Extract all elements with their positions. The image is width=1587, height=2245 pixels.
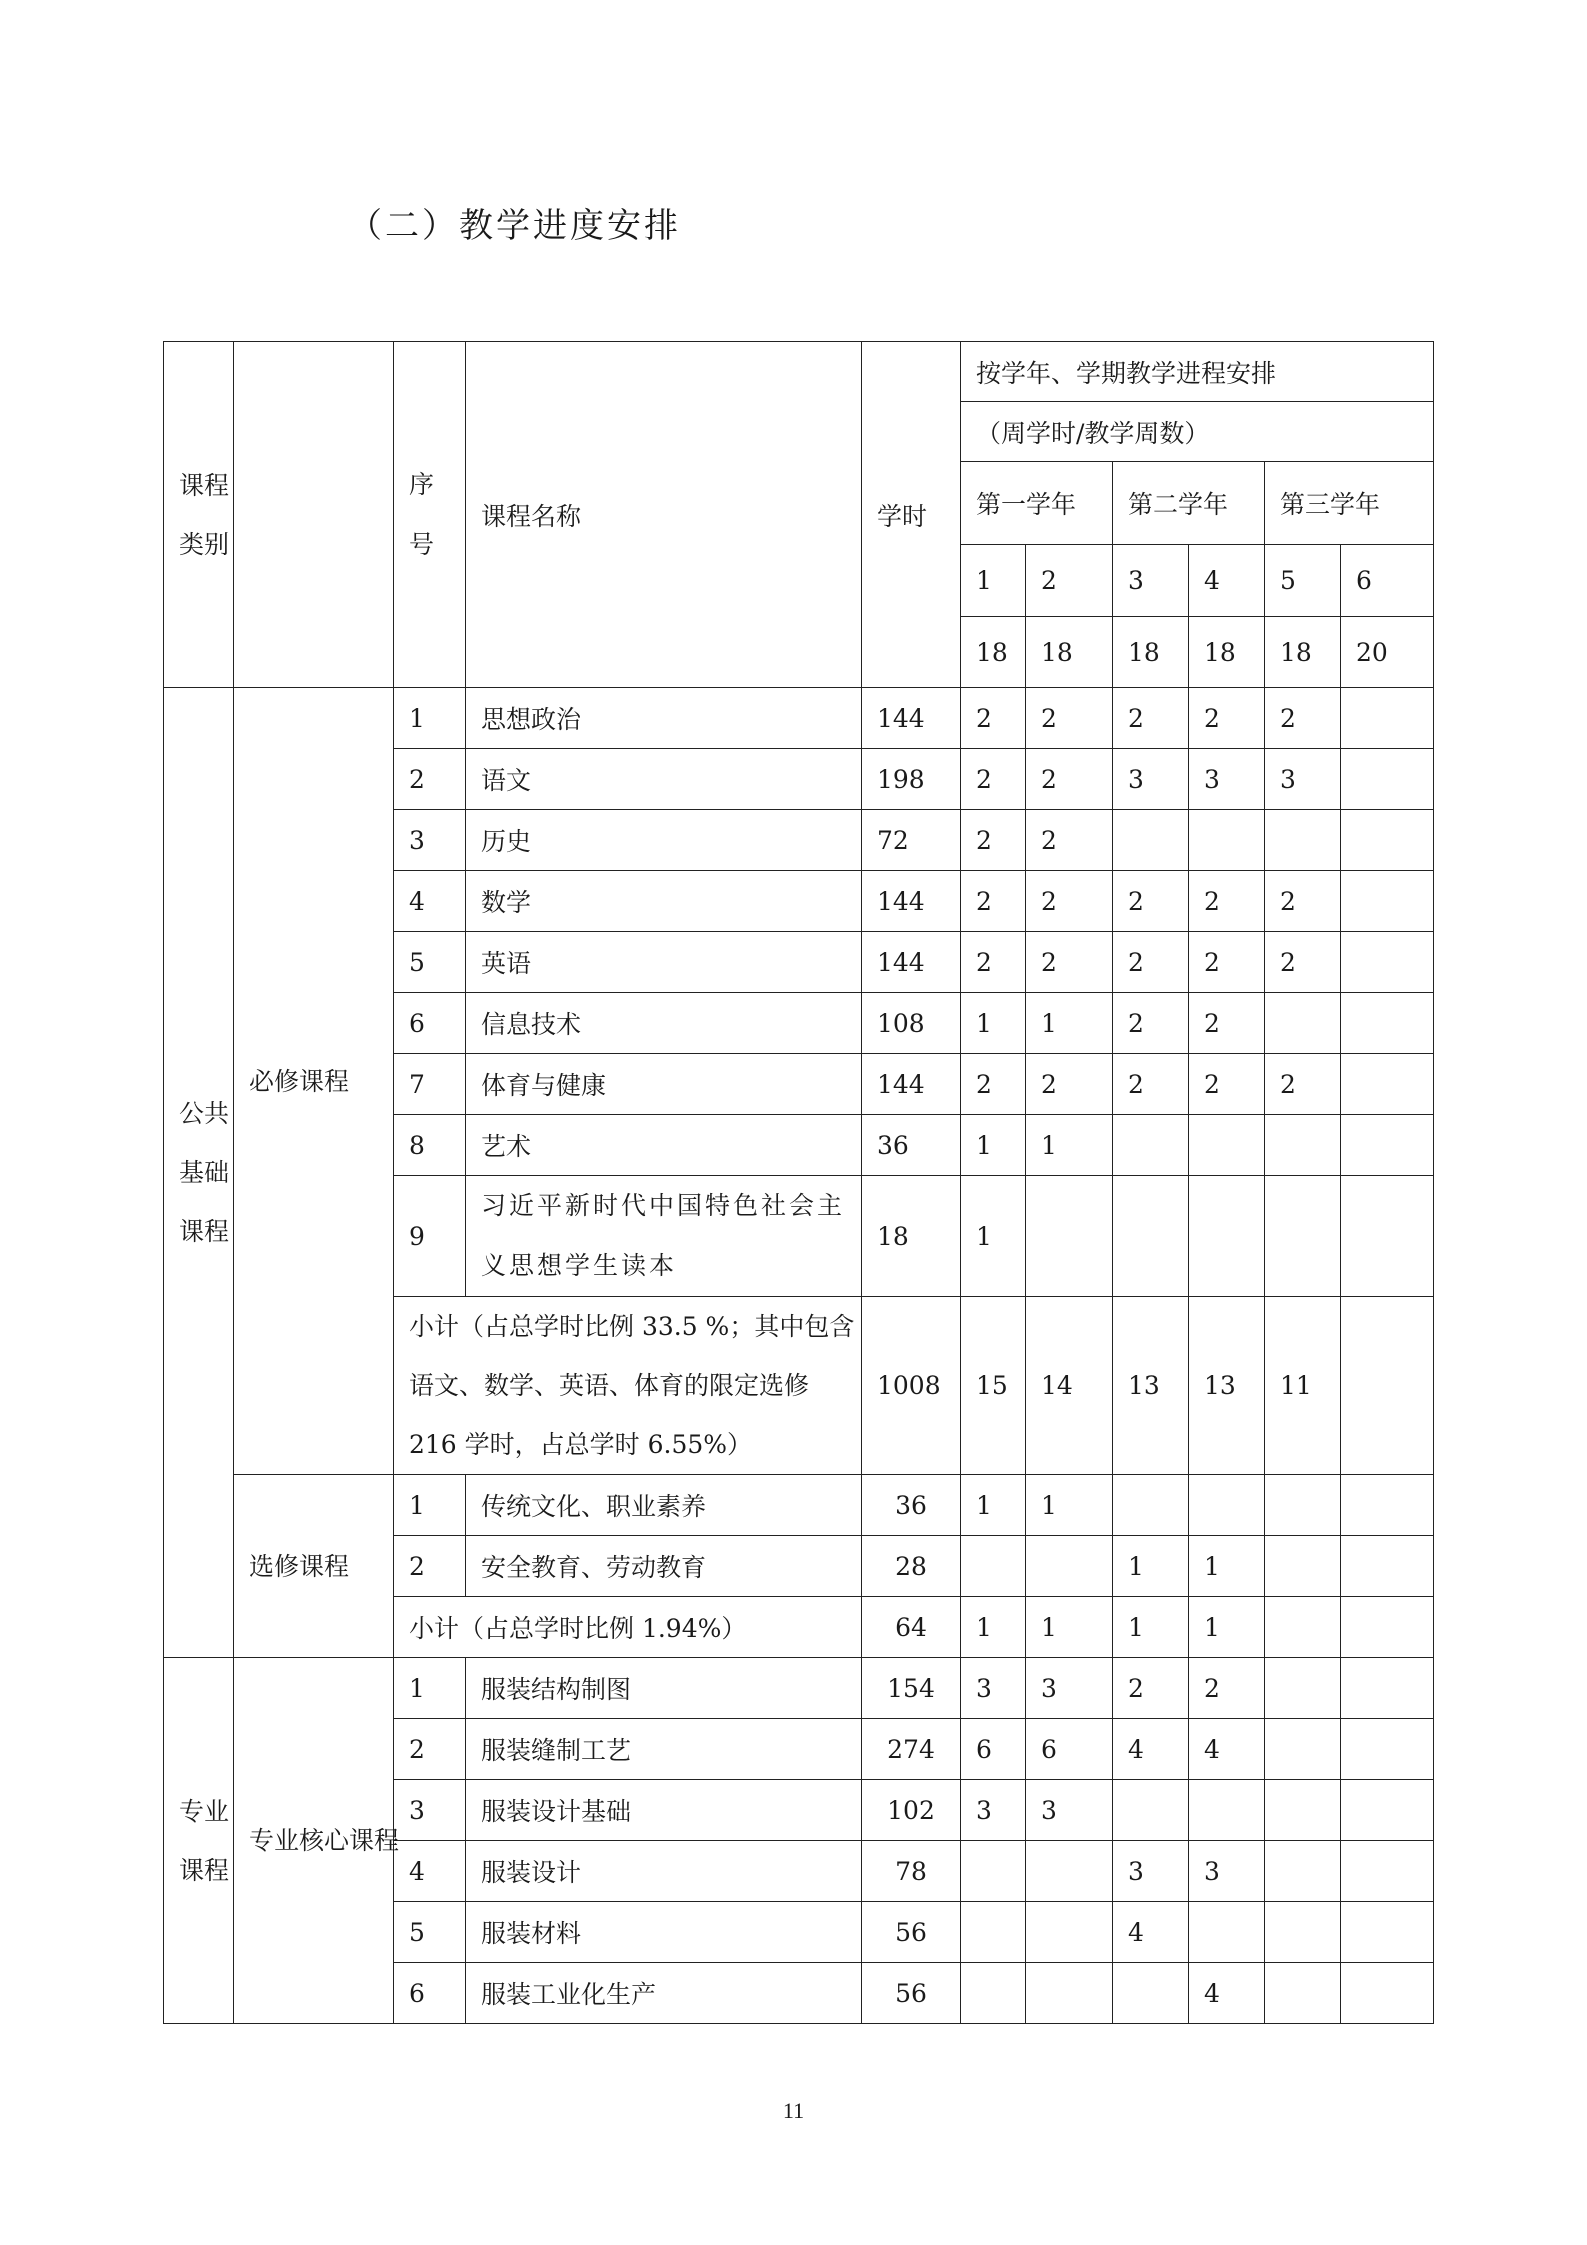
subcategory-line: 课程	[299, 1066, 350, 1096]
term-hours: 3	[1026, 1658, 1113, 1719]
term-hours	[1265, 1115, 1341, 1176]
term-hours: 1	[1189, 1536, 1265, 1597]
header-schedule-title-line2: （周学时/教学周数）	[961, 402, 1434, 462]
term-hours: 2	[961, 932, 1026, 993]
term-hours	[1265, 1475, 1341, 1536]
term-hours: 4	[1113, 1719, 1189, 1780]
header-semester: 4	[1189, 545, 1265, 617]
header-index: 序号	[394, 342, 466, 688]
term-hours	[1341, 993, 1434, 1054]
course-hours: 144	[862, 871, 961, 932]
term-hours: 6	[1026, 1719, 1113, 1780]
header-weeks: 18	[961, 617, 1026, 688]
course-name: 服装材料	[466, 1902, 862, 1963]
subcategory-cell	[234, 1658, 400, 2024]
term-hours: 2	[1026, 871, 1113, 932]
header-weeks: 18	[1265, 617, 1341, 688]
term-hours	[961, 1963, 1026, 2024]
term-hours	[1113, 1963, 1189, 2024]
term-hours: 3	[1189, 1841, 1265, 1902]
term-hours: 2	[1189, 871, 1265, 932]
term-hours	[961, 1536, 1026, 1597]
course-name: 服装结构制图	[466, 1658, 862, 1719]
term-hours: 3	[961, 1780, 1026, 1841]
term-hours	[1026, 1902, 1113, 1963]
term-hours: 2	[961, 1054, 1026, 1115]
page-number: 11	[782, 2098, 805, 2123]
course-name: 服装工业化生产	[466, 1963, 862, 2024]
term-hours: 3	[1113, 1841, 1189, 1902]
course-hours: 154	[862, 1658, 961, 1719]
section-title: （二）教学进度安排	[348, 206, 681, 246]
term-hours: 1	[961, 993, 1026, 1054]
term-hours: 1	[1113, 1536, 1189, 1597]
term-hours	[1265, 1902, 1341, 1963]
row-index: 2	[394, 1536, 466, 1597]
course-name: 服装缝制工艺	[466, 1719, 862, 1780]
term-hours	[1341, 1780, 1434, 1841]
header-year-2: 第二学年	[1113, 462, 1265, 545]
subcategory-cell	[234, 1475, 394, 1658]
header-course-category: 课程类别	[164, 342, 234, 688]
subcategory-line: 选修	[249, 1551, 300, 1581]
term-hours: 4	[1113, 1902, 1189, 1963]
term-hours: 2	[1189, 993, 1265, 1054]
course-name: 历史	[466, 810, 862, 871]
subtotal-hours: 64	[862, 1597, 961, 1658]
header-weeks: 18	[1026, 617, 1113, 688]
term-hours: 2	[1026, 1054, 1113, 1115]
row-index: 8	[394, 1115, 466, 1176]
term-hours: 2	[1189, 932, 1265, 993]
subtotal-term-hours: 1	[961, 1597, 1026, 1658]
term-hours: 2	[1265, 688, 1341, 749]
header-weeks: 20	[1341, 617, 1434, 688]
row-index: 5	[394, 932, 466, 993]
term-hours	[961, 1902, 1026, 1963]
row-index: 5	[394, 1902, 466, 1963]
term-hours	[1341, 810, 1434, 871]
row-index: 7	[394, 1054, 466, 1115]
table-row	[164, 1475, 1434, 1536]
term-hours	[1341, 1841, 1434, 1902]
term-hours: 2	[1113, 871, 1189, 932]
term-hours	[1026, 1536, 1113, 1597]
term-hours	[1113, 1115, 1189, 1176]
subcategory-line: 必修	[249, 1066, 300, 1096]
term-hours	[1026, 1841, 1113, 1902]
subcategory-cell	[234, 688, 394, 1475]
course-name: 体育与健康	[466, 1054, 862, 1115]
course-hours: 102	[862, 1780, 961, 1841]
course-name: 艺术	[466, 1115, 862, 1176]
subtotal-term-hours: 14	[1026, 1297, 1113, 1475]
course-hours: 72	[862, 810, 961, 871]
table-body	[164, 342, 1434, 2024]
subcategory-line: 专业	[249, 1826, 300, 1855]
course-category: 专业课程	[164, 1658, 234, 2024]
header-semester: 6	[1341, 545, 1434, 617]
course-name: 语文	[466, 749, 862, 810]
term-hours	[1026, 1176, 1113, 1297]
term-hours	[1026, 1963, 1113, 2024]
term-hours	[1265, 1719, 1341, 1780]
subtotal-term-hours: 13	[1189, 1297, 1265, 1475]
header-weeks: 18	[1189, 617, 1265, 688]
row-index: 1	[394, 1475, 466, 1536]
subtotal-term-hours: 1	[1189, 1597, 1265, 1658]
course-name: 服装设计	[466, 1841, 862, 1902]
header-hours: 学时	[862, 342, 961, 688]
header-semester: 1	[961, 545, 1026, 617]
course-name: 安全教育、劳动教育	[466, 1536, 862, 1597]
course-category: 公共基础课程	[164, 688, 234, 1658]
term-hours	[1341, 1176, 1434, 1297]
subcategory-line: 课程	[299, 1551, 350, 1581]
term-hours	[1265, 993, 1341, 1054]
term-hours	[1265, 1536, 1341, 1597]
subtotal-label: 小计（占总学时比例 1.94%）	[394, 1597, 862, 1658]
term-hours	[1189, 810, 1265, 871]
course-hours: 36	[862, 1475, 961, 1536]
header-year-1: 第一学年	[961, 462, 1113, 545]
term-hours: 1	[1026, 1475, 1113, 1536]
subcategory-line: 核心	[299, 1826, 350, 1855]
term-hours: 2	[1265, 1054, 1341, 1115]
course-name: 英语	[466, 932, 862, 993]
term-hours: 1	[1026, 1115, 1113, 1176]
term-hours: 2	[961, 688, 1026, 749]
term-hours	[1341, 1963, 1434, 2024]
subtotal-term-hours: 1	[1113, 1597, 1189, 1658]
term-hours	[1265, 810, 1341, 871]
term-hours	[1341, 688, 1434, 749]
term-hours	[1341, 1719, 1434, 1780]
term-hours	[1341, 1475, 1434, 1536]
term-hours	[1189, 1780, 1265, 1841]
term-hours: 2	[1113, 932, 1189, 993]
course-hours: 28	[862, 1536, 961, 1597]
term-hours	[1341, 871, 1434, 932]
term-hours	[1113, 1780, 1189, 1841]
subtotal-term-hours: 1	[1026, 1597, 1113, 1658]
term-hours: 1	[961, 1115, 1026, 1176]
header-schedule-title-line1: 按学年、学期教学进程安排	[961, 342, 1434, 402]
term-hours	[961, 1841, 1026, 1902]
course-hours: 36	[862, 1115, 961, 1176]
term-hours	[1113, 1475, 1189, 1536]
term-hours: 2	[1265, 932, 1341, 993]
term-hours: 2	[1189, 1054, 1265, 1115]
term-hours	[1265, 1658, 1341, 1719]
course-hours: 18	[862, 1176, 961, 1297]
course-name: 信息技术	[466, 993, 862, 1054]
table-row	[164, 1658, 1434, 1719]
term-hours: 1	[1026, 993, 1113, 1054]
term-hours: 3	[1026, 1780, 1113, 1841]
term-hours: 3	[1189, 749, 1265, 810]
row-index: 4	[394, 1841, 466, 1902]
course-name: 思想政治	[466, 688, 862, 749]
header-subcategory-blank	[234, 342, 394, 688]
term-hours: 2	[1113, 993, 1189, 1054]
course-hours: 144	[862, 932, 961, 993]
header-weeks: 18	[1113, 617, 1189, 688]
subtotal-term-hours	[1341, 1297, 1434, 1475]
term-hours: 2	[1026, 749, 1113, 810]
subtotal-label: 小计（占总学时比例 33.5 %；其中包含语文、数学、英语、体育的限定选修 216 学时，占总学时 6.55%）	[394, 1297, 862, 1475]
subtotal-term-hours: 13	[1113, 1297, 1189, 1475]
course-hours: 56	[862, 1963, 961, 2024]
row-index: 4	[394, 871, 466, 932]
term-hours: 2	[1026, 688, 1113, 749]
header-row	[164, 342, 1434, 402]
term-hours	[1265, 1841, 1341, 1902]
term-hours	[1265, 1176, 1341, 1297]
term-hours	[1189, 1176, 1265, 1297]
course-hours: 144	[862, 688, 961, 749]
term-hours: 4	[1189, 1963, 1265, 2024]
row-index: 3	[394, 1780, 466, 1841]
course-name: 服装设计基础	[466, 1780, 862, 1841]
term-hours	[1341, 1536, 1434, 1597]
row-index: 9	[394, 1176, 466, 1297]
term-hours	[1189, 1902, 1265, 1963]
course-hours: 78	[862, 1841, 961, 1902]
header-year-3: 第三学年	[1265, 462, 1434, 545]
term-hours: 2	[961, 749, 1026, 810]
term-hours: 2	[1113, 1658, 1189, 1719]
term-hours: 2	[1265, 871, 1341, 932]
term-hours	[1265, 1780, 1341, 1841]
term-hours: 4	[1189, 1719, 1265, 1780]
term-hours	[1341, 1115, 1434, 1176]
term-hours	[1341, 1658, 1434, 1719]
term-hours: 2	[961, 871, 1026, 932]
course-hours: 108	[862, 993, 961, 1054]
term-hours: 1	[961, 1176, 1026, 1297]
course-hours: 144	[862, 1054, 961, 1115]
course-hours: 56	[862, 1902, 961, 1963]
row-index: 6	[394, 1963, 466, 2024]
course-name: 习近平新时代中国特色社会主义思想学生读本	[466, 1176, 862, 1297]
term-hours	[1113, 810, 1189, 871]
term-hours: 3	[961, 1658, 1026, 1719]
term-hours	[1341, 749, 1434, 810]
subcategory-line: 课程	[349, 1826, 400, 1855]
term-hours	[1189, 1115, 1265, 1176]
row-index: 2	[394, 749, 466, 810]
header-semester: 5	[1265, 545, 1341, 617]
term-hours	[1341, 932, 1434, 993]
term-hours: 6	[961, 1719, 1026, 1780]
term-hours: 1	[961, 1475, 1026, 1536]
subtotal-term-hours: 11	[1265, 1297, 1341, 1475]
term-hours: 2	[1189, 688, 1265, 749]
term-hours: 3	[1265, 749, 1341, 810]
subtotal-term-hours	[1341, 1597, 1434, 1658]
row-index: 2	[394, 1719, 466, 1780]
course-name: 传统文化、职业素养	[466, 1475, 862, 1536]
table-row	[164, 688, 1434, 749]
term-hours: 2	[1189, 1658, 1265, 1719]
course-name: 数学	[466, 871, 862, 932]
header-semester: 2	[1026, 545, 1113, 617]
row-index: 1	[394, 688, 466, 749]
term-hours	[1189, 1475, 1265, 1536]
row-index: 1	[394, 1658, 466, 1719]
term-hours: 2	[961, 810, 1026, 871]
term-hours: 2	[1026, 932, 1113, 993]
term-hours: 2	[1113, 688, 1189, 749]
header-semester: 3	[1113, 545, 1189, 617]
row-index: 6	[394, 993, 466, 1054]
term-hours: 2	[1113, 1054, 1189, 1115]
term-hours	[1113, 1176, 1189, 1297]
term-hours	[1341, 1902, 1434, 1963]
subtotal-term-hours: 15	[961, 1297, 1026, 1475]
term-hours	[1265, 1963, 1341, 2024]
term-hours	[1341, 1054, 1434, 1115]
subtotal-hours: 1008	[862, 1297, 961, 1475]
teaching-schedule-table	[163, 341, 1434, 2024]
subtotal-term-hours	[1265, 1597, 1341, 1658]
term-hours: 3	[1113, 749, 1189, 810]
row-index: 3	[394, 810, 466, 871]
course-hours: 274	[862, 1719, 961, 1780]
header-course-name: 课程名称	[466, 342, 862, 688]
course-hours: 198	[862, 749, 961, 810]
term-hours: 2	[1026, 810, 1113, 871]
